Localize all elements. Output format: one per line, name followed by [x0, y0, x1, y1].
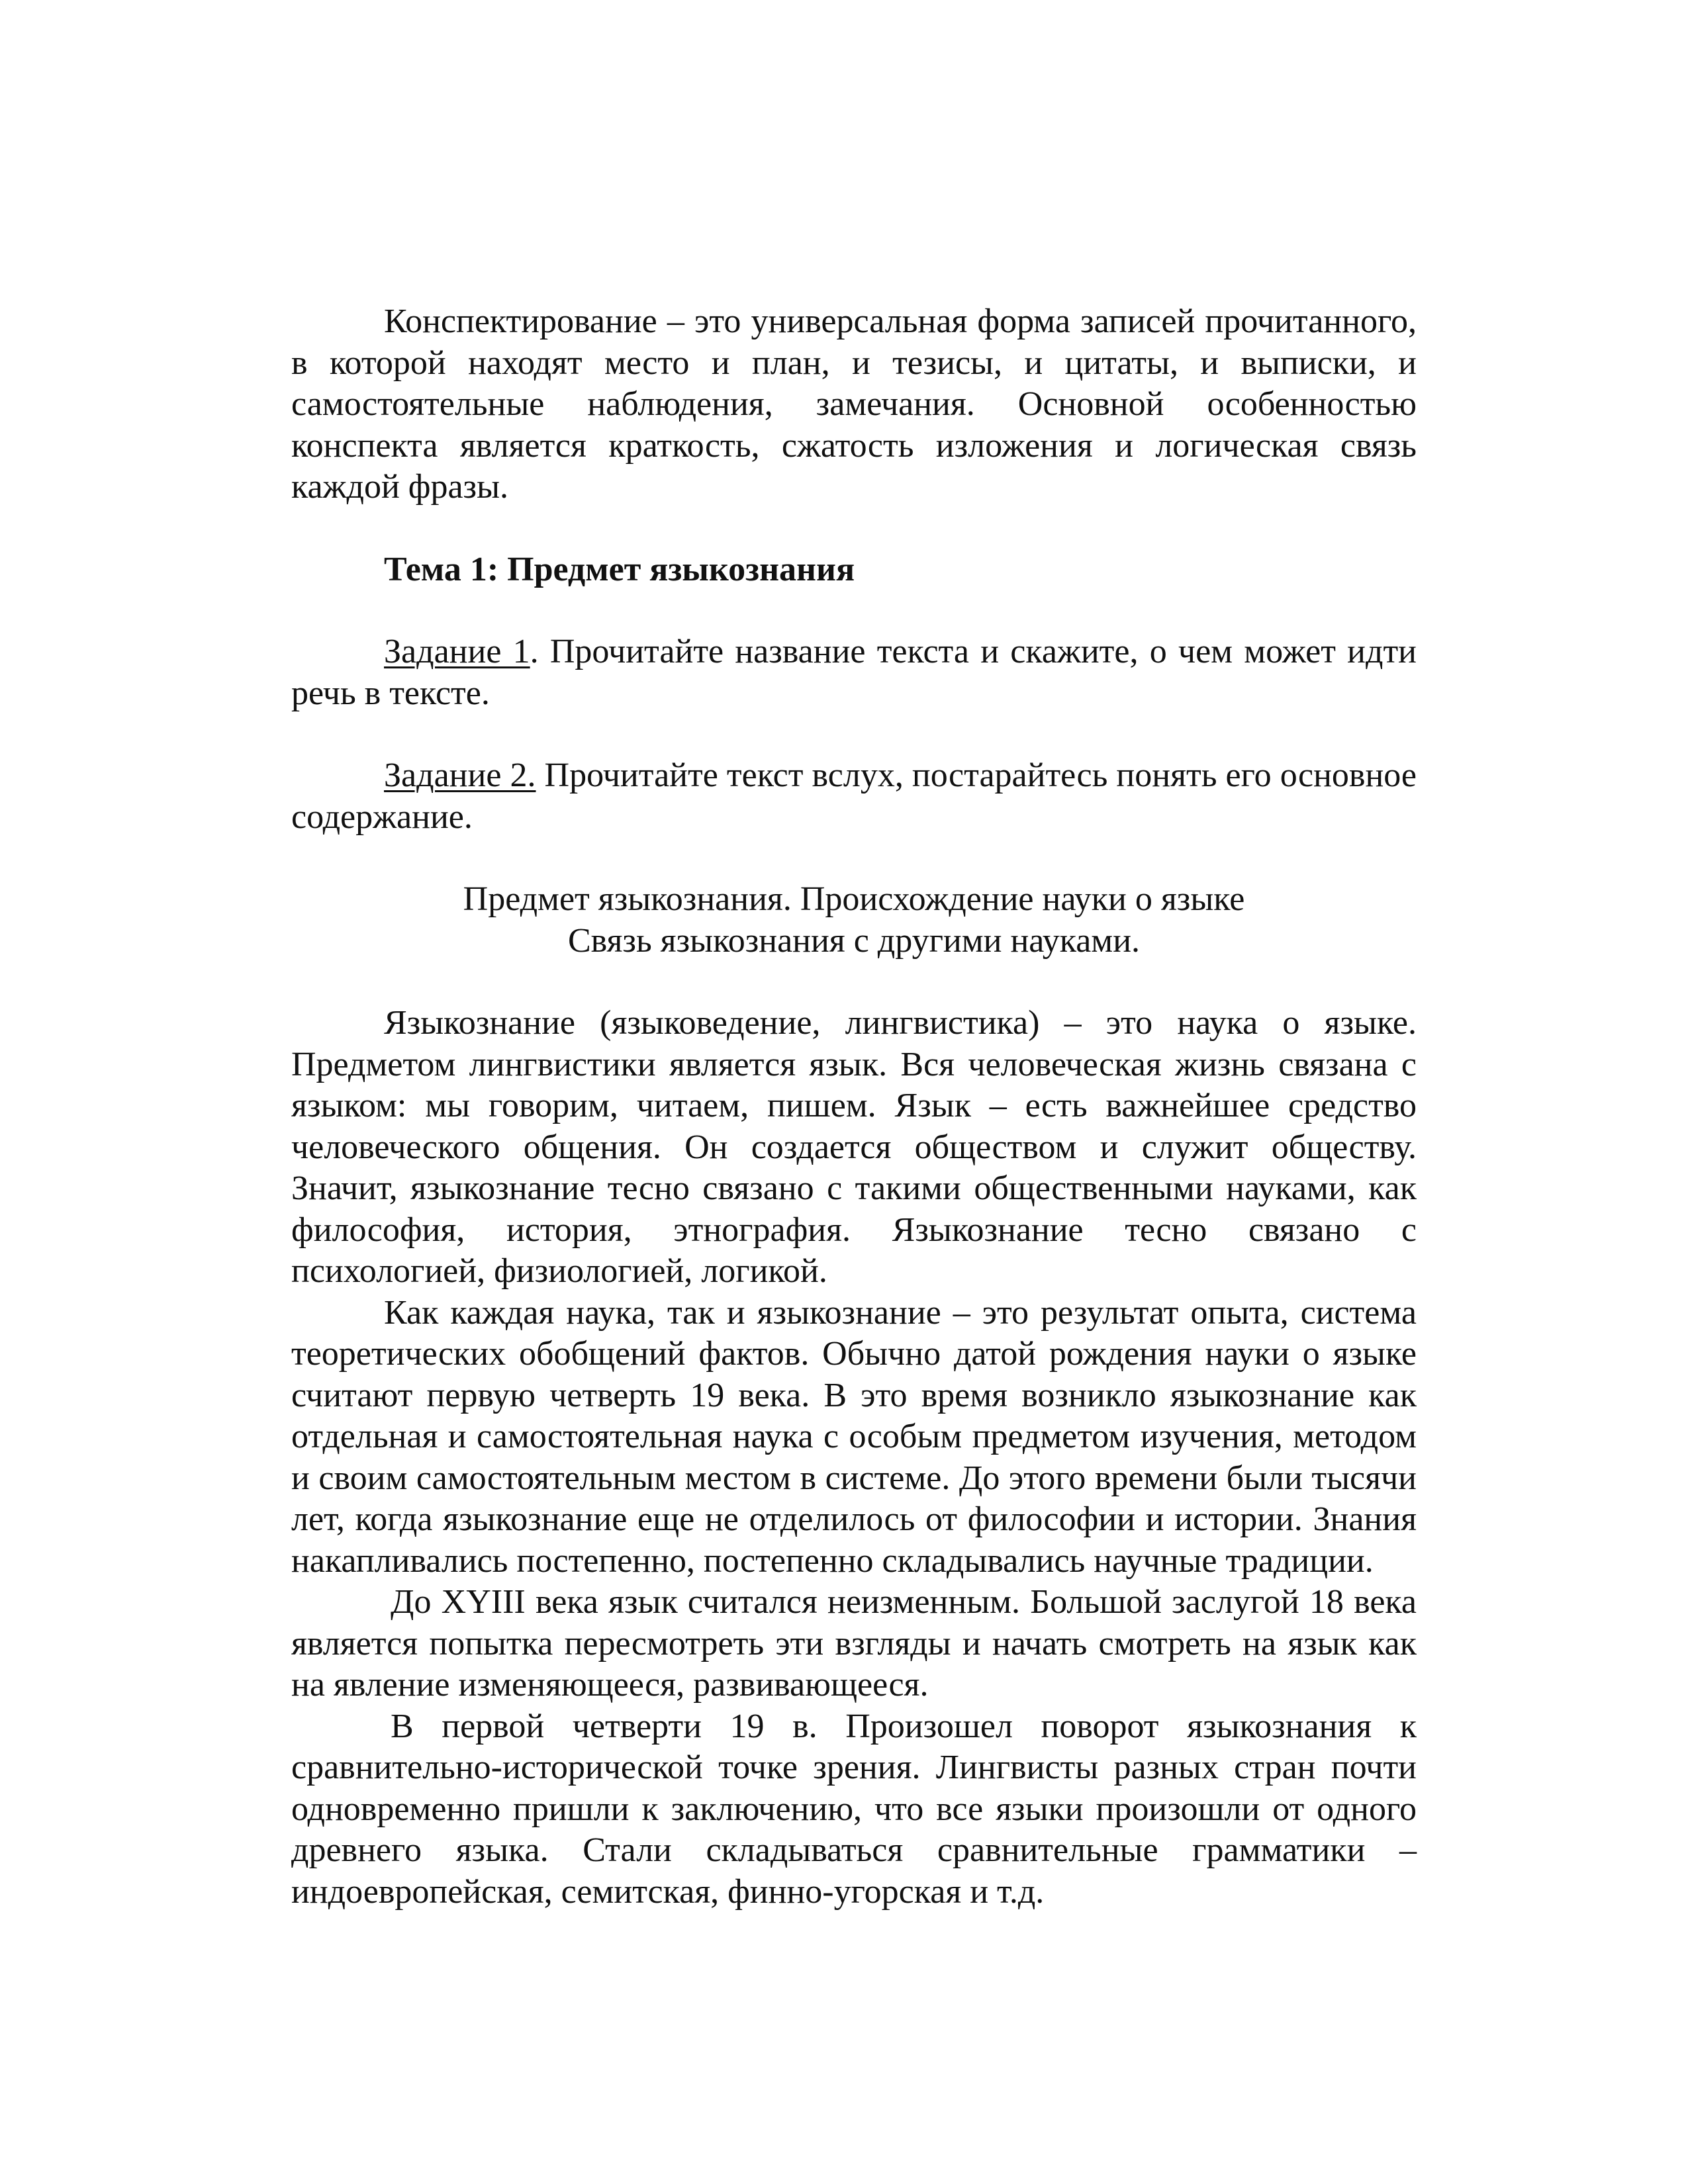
task-2-label: Задание 2. [384, 756, 536, 794]
text-title-line-2: Связь языкознания с другими науками. [567, 921, 1141, 960]
task-2-text: Прочитайте текст вслух, постарайтесь понять его основное содержание. [291, 756, 1417, 836]
body-paragraph-4: В первой четверти 19 в. Произошел поворот языкознания к сравнительно-исторической точке зрения. Лингвисты разных стран почти одновременно пришли к заключению, что все языки произошли от одного древнего языка. Стали складываться сравнительные грамматики – индоевропейская, семитская, финно-угорская и т.д. [291, 1707, 1417, 1911]
document-page [291, 301, 1417, 1913]
task-2 [291, 755, 1417, 838]
task-1-text: . Прочитайте название текста и скажите, о чем может идти речь в тексте. [291, 633, 1417, 712]
body-paragraph-1: Языкознание (языковедение, лингвистика) – это наука о языке. Предметом лингвистики является язык. Вся человеческая жизнь связана с языком: мы говорим, читаем, пишем. Язык – есть важнейшее средство человеческого общения. Он создается обществом и служит обществу. Значит, языкознание тесно связано с такими общественными науками, как философия, история, этнография. Языкознание тесно связано с психологией, физиологией, логикой. [291, 1004, 1417, 1290]
text-body [291, 1003, 1417, 1913]
intro-paragraph: Конспектирование – это универсальная форма записей прочитанного, в которой находят место и план, и тезисы, и цитаты, и выписки, и самостоятельные наблюдения, замечания. Основной особенностью конспекта является краткость, сжатость изложения и логическая связь каждой фразы. [291, 302, 1417, 506]
body-paragraph-2: Как каждая наука, так и языкознание – это результат опыта, система теоретических обобщений фактов. Обычно датой рождения науки о языке считают первую четверть 19 века. В это время возникло языкознание как отдельная и самостоятельная наука с особым предметом изучения, методом и своим самостоятельным местом в системе. До этого времени были тысячи лет, когда языкознание еще не отделилось от философии и истории. Знания накапливались постепенно, постепенно складывались научные традиции. [291, 1293, 1417, 1580]
text-title-line-1: Предмет языкознания. Происхождение науки о языке [463, 880, 1245, 918]
text-title [291, 879, 1417, 962]
topic-heading: Тема 1: Предмет языкознания [384, 550, 855, 588]
body-paragraph-3: До XYIII века язык считался неизменным. Большой заслугой 18 века является попытка пересмотреть эти взгляды и начать смотреть на язык как на явление изменяющееся, развивающееся. [291, 1583, 1417, 1704]
task-1 [291, 631, 1417, 714]
task-1-label: Задание 1 [384, 633, 530, 670]
